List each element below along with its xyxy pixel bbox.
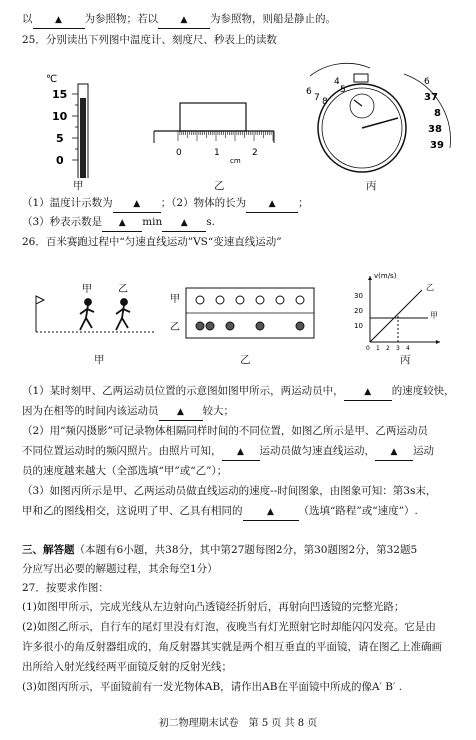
graph-xtick: 4 <box>406 345 410 352</box>
answer-blank[interactable]: ▲ <box>33 12 85 29</box>
fig-label-c: 丙 <box>400 354 411 366</box>
graph-ytick: 20 <box>354 307 363 315</box>
answer-blank[interactable]: ▲ <box>243 504 299 521</box>
small-dial-label: 4 <box>334 77 340 87</box>
q27-item-2-line-1: (2)如图乙所示，自行车的尾灯里没有灯泡，夜晚当有灯光照射它时却能闪闪发亮。它是由 <box>22 621 436 633</box>
q26-p3-line-2: 甲和乙的图线相交，这说明了甲、乙具有相同的 ▲ （选填“路程”或“速度”）. <box>22 504 418 521</box>
q27-item-3: (3)如图丙所示，平面镜前有一发光物体AB，请作出AB在平面镜中所成的像A′ B′ . <box>22 681 403 693</box>
q26-p2-line-2: 不同位置运动时的频闪照片。由照片可知， ▲ 运动员做匀速直线运动， ▲ 运动 <box>22 444 434 461</box>
small-dial-label: 8 <box>322 97 328 107</box>
q25-title: 25．分别读出下列图中温度计、刻度尺、秒表上的读数 <box>22 34 277 46</box>
answer-blank[interactable]: ▲ <box>375 444 413 461</box>
tick-label: 10 <box>52 110 68 123</box>
q27-item-2-line-2: 许多很小的角反射器组成的，角反射器其实就是两个相互垂直的平面镜，请在图乙上准确画 <box>22 641 442 653</box>
q26-p1-line-2: 因为在相等的时间内该运动员 ▲ 较大； <box>22 404 234 421</box>
ruler-tick-label: 0 <box>176 148 182 158</box>
q26-p3-line-1: （3）如图丙所示是甲、乙两运动员做直线运动的速度--时间图象，由图象可知：第3s末， <box>22 485 437 497</box>
tick-label: 15 <box>52 88 68 101</box>
q26-p1-line-1: （1）某时刻甲、乙两运动员位置的示意图如图甲所示，两运动员中， ▲ 的速度较快， <box>22 384 455 401</box>
answer-blank[interactable]: ▲ <box>102 215 142 232</box>
ruler-unit: cm <box>230 157 241 165</box>
graph-ylabel: v(m/s) <box>374 272 397 280</box>
runner-label-a: 甲 <box>82 284 92 295</box>
series-line-b <box>370 290 422 342</box>
fig-label-a: 甲 <box>73 180 84 192</box>
answer-blank[interactable]: ▲ <box>344 384 392 401</box>
section-heading: 三、解答题 <box>22 544 75 556</box>
series-label-a: 甲 <box>430 311 438 320</box>
graph-ytick: 30 <box>354 292 363 300</box>
series-label-b: 乙 <box>426 283 434 292</box>
page-footer: 初二物理期末试卷 第 5 页 共 8 页 <box>158 718 318 729</box>
tick-label: 0 <box>56 154 64 167</box>
flash-row-label-a: 甲 <box>170 294 180 305</box>
big-dial-label: 37 <box>424 92 438 103</box>
big-dial-label: 38 <box>428 124 442 135</box>
runner-label-b: 乙 <box>118 284 128 295</box>
answer-blank[interactable]: ▲ <box>222 444 260 461</box>
tick-label: 5 <box>56 132 64 145</box>
big-dial-label: 39 <box>430 140 444 151</box>
small-dial-label: 7 <box>314 93 320 103</box>
fig-label-c: 丙 <box>366 180 377 192</box>
q26-title: 26．百米赛跑过程中“匀速直线运动”VS“变速直线运动” <box>22 236 282 248</box>
ruler-figure <box>150 95 280 165</box>
flash-photo-figure <box>168 286 318 344</box>
answer-blank[interactable]: ▲ <box>158 12 210 29</box>
q25-answer-line-1: （1）温度计示数为 ▲ ；（2）物体的长为 ▲ ； <box>22 196 309 213</box>
answer-blank[interactable]: ▲ <box>113 196 161 213</box>
runners-figure <box>30 278 160 348</box>
answer-blank[interactable]: ▲ <box>162 215 206 232</box>
q26-p2-line-1: （2）用“频闪摄影”可记录物体相隔同样时间的不同位置，如图乙所示是甲、乙两运动员 <box>22 425 428 437</box>
mercury-column <box>80 98 86 178</box>
big-dial-label: 6 <box>424 77 430 87</box>
flash-row-label-b: 乙 <box>170 322 180 333</box>
runner-a <box>80 299 94 330</box>
q27-item-1: (1)如图甲所示，完成光线从左边射向凸透镜经折射后，再射向凹透镜的完整光路； <box>22 601 405 613</box>
graph-xtick: 2 <box>386 345 390 352</box>
intro-line: 以 ▲ 为参照物；若以 ▲ 为参照物，则船是静止的。 <box>22 12 336 29</box>
thermometer-figure <box>40 58 130 178</box>
graph-xtick: 1 <box>376 345 380 352</box>
q27-item-2-line-3: 出所给入射光线经两平面镜反射的反射光线； <box>22 661 232 673</box>
ruler-tick-label: 2 <box>252 148 258 158</box>
fig-label-b: 乙 <box>214 180 225 192</box>
stopwatch-figure <box>300 60 460 178</box>
q25-answer-line-2: （3）秒表示数是 ▲ min ▲ s. <box>22 215 215 232</box>
thermo-unit: ℃ <box>46 74 58 85</box>
graph-xtick: 3 <box>396 345 400 352</box>
graph-xtick: 0 <box>366 345 370 352</box>
vt-graph-figure <box>346 268 446 352</box>
fig-label-a: 甲 <box>94 354 105 366</box>
answer-blank[interactable]: ▲ <box>246 196 298 213</box>
runner-b <box>116 299 130 330</box>
q27-title: 27．按要求作图： <box>22 582 109 594</box>
big-dial-label: 8 <box>434 108 441 119</box>
flash-row-a <box>196 296 304 304</box>
section-3-heading-line: 三、解答题（本题有6小题，共38分，其中第27题每图2分，第30题图2分，第32题5 <box>22 544 418 556</box>
small-dial-label: 6 <box>306 87 312 97</box>
flash-row-b <box>196 322 304 330</box>
section-3-line-2: 分应写出必要的解题过程，其余每空1分） <box>22 563 218 575</box>
graph-ytick: 10 <box>354 322 363 330</box>
ruler-tick-label: 1 <box>214 148 220 158</box>
fig-label-b: 乙 <box>240 354 251 366</box>
answer-blank[interactable]: ▲ <box>159 404 203 421</box>
small-dial-label: 5 <box>340 85 346 95</box>
q26-p2-line-3: 员的速度越来越大（全部选填“甲”或“乙”）； <box>22 465 228 477</box>
